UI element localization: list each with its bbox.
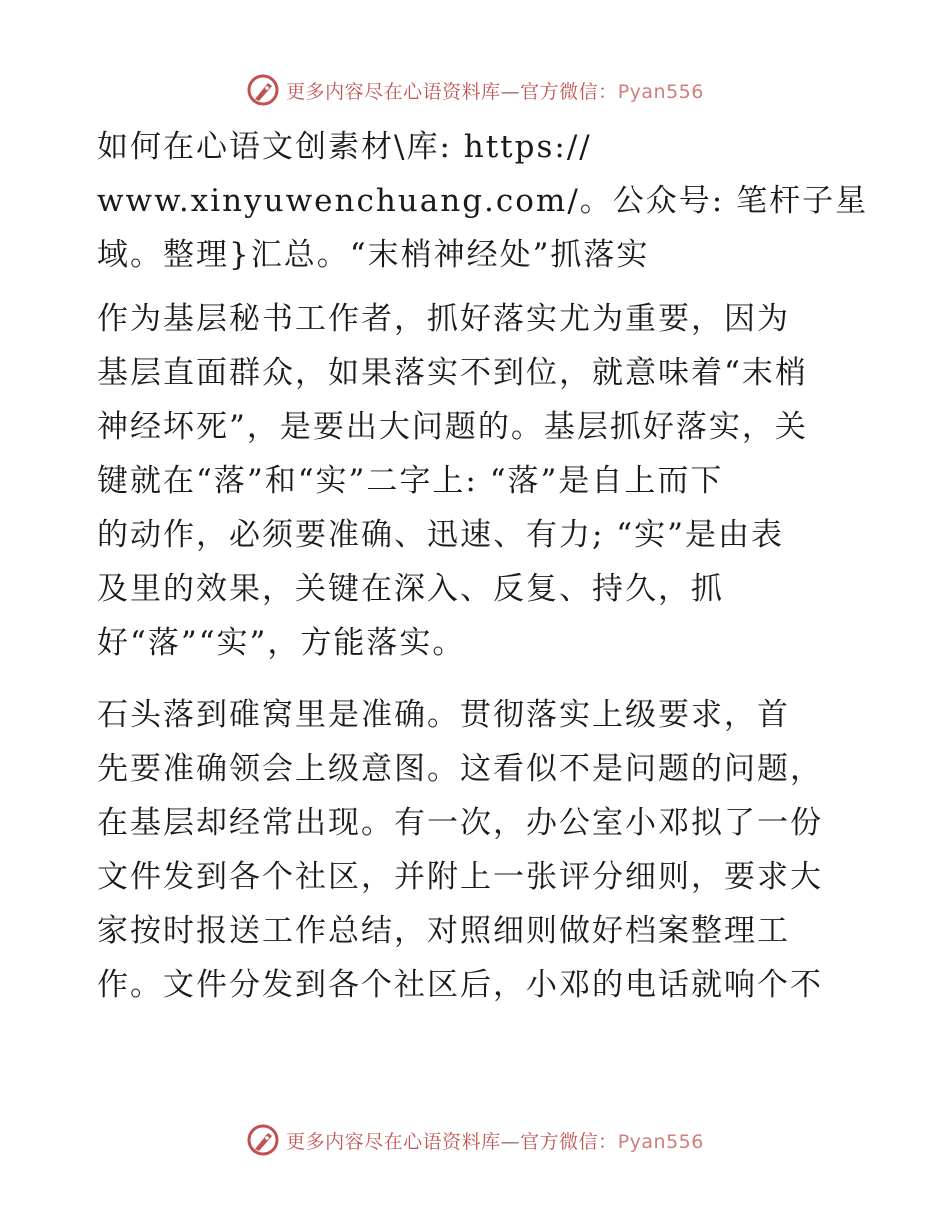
text-line: www.xinyuwenchuang.com/。公众号: 笔杆子星 xyxy=(97,183,869,219)
text-line: 如何在心语文创素材\库: https:// xyxy=(97,129,592,165)
text-line: 家按时报送工作总结，对照细则做好档案整理工 xyxy=(97,913,790,949)
text-line: 先要准确领会上级意图。这看似不是问题的问题， xyxy=(97,751,823,787)
watermark-footer xyxy=(0,1120,950,1160)
text-line: 作。文件分发到各个社区后，小邓的电话就响个不 xyxy=(97,967,823,1003)
paragraph xyxy=(97,120,869,282)
pen-nib-logo-icon xyxy=(246,1123,280,1157)
watermark-text: 更多内容尽在心语资料库—官方微信：Pyan556 xyxy=(286,80,704,103)
text-line: 在基层却经常出现。有一次，办公室小邓拟了一份 xyxy=(97,805,823,841)
document-body xyxy=(97,120,869,1030)
text-line: 好“落”“实”，方能落实。 xyxy=(97,625,466,661)
text-line: 文件发到各个社区，并附上一张评分细则，要求大 xyxy=(97,859,823,895)
pen-nib-logo-icon xyxy=(246,73,280,107)
paragraph xyxy=(97,688,857,1012)
text-line: 域。整理}汇总。“末梢神经处”抓落实 xyxy=(97,237,650,273)
text-line: 基层直面群众，如果落实不到位，就意味着“末梢 xyxy=(97,355,808,391)
text-line: 及里的效果，关键在深入、反复、持久，抓 xyxy=(97,571,724,607)
text-line: 键就在“落”和“实”二字上: “落”是自上而下 xyxy=(97,463,724,499)
watermark-text: 更多内容尽在心语资料库—官方微信：Pyan556 xyxy=(286,1130,704,1153)
paragraph xyxy=(97,292,857,670)
text-line: 石头落到碓窝里是准确。贯彻落实上级要求，首 xyxy=(97,697,790,733)
text-line: 作为基层秘书工作者，抓好落实尤为重要，因为 xyxy=(97,301,790,337)
watermark-header xyxy=(0,70,950,110)
text-line: 神经坏死”，是要出大问题的。基层抓好落实，关 xyxy=(97,409,808,445)
text-line: 的动作，必须要准确、迅速、有力; “实”是由表 xyxy=(97,517,784,553)
